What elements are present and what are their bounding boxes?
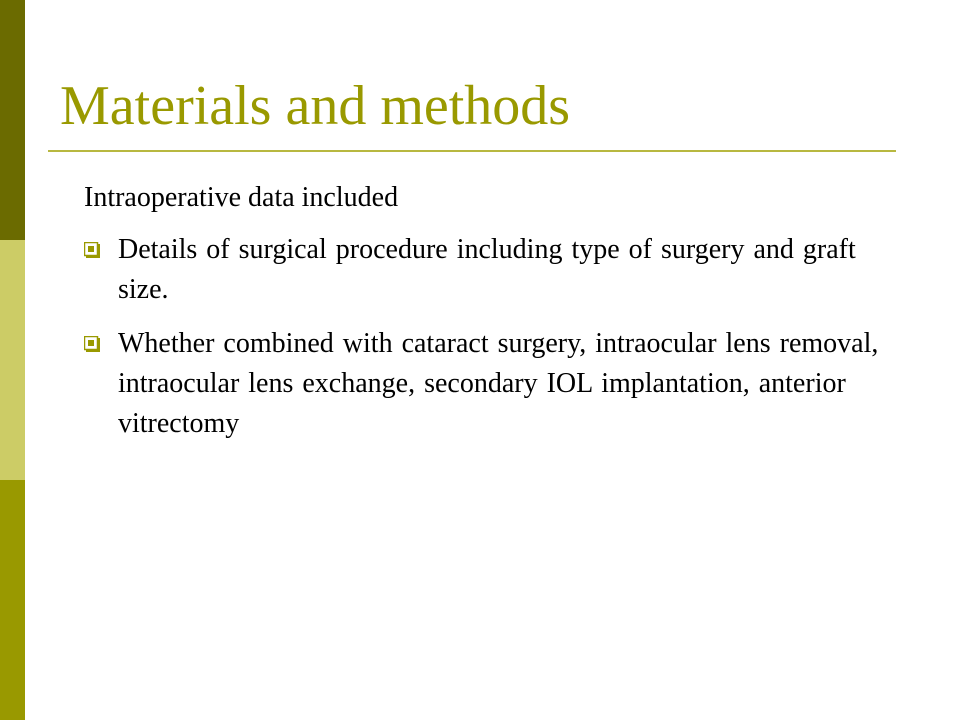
side-bar-segment-top [0,0,25,240]
bullet-item [84,324,914,444]
bullet-item [84,230,914,310]
title-underline [48,150,896,152]
bullet-text: Whether combined with cataract surgery, intraocular lens removal, intraocular lens exchange, secondary IOL implantation, anterior vitrectomy [118,328,879,439]
square-bullet-icon [84,336,100,352]
side-accent-bar [0,0,25,720]
square-bullet-icon [84,242,100,258]
side-bar-segment-bottom [0,480,25,720]
slide-content [84,180,914,458]
bullet-text: Details of surgical procedure including type of surgery and graft size. [118,234,856,305]
bullet-list [84,230,914,444]
slide-title: Materials and methods [60,75,571,137]
side-bar-segment-middle [0,240,25,480]
intro-text: Intraoperative data included [84,182,399,213]
